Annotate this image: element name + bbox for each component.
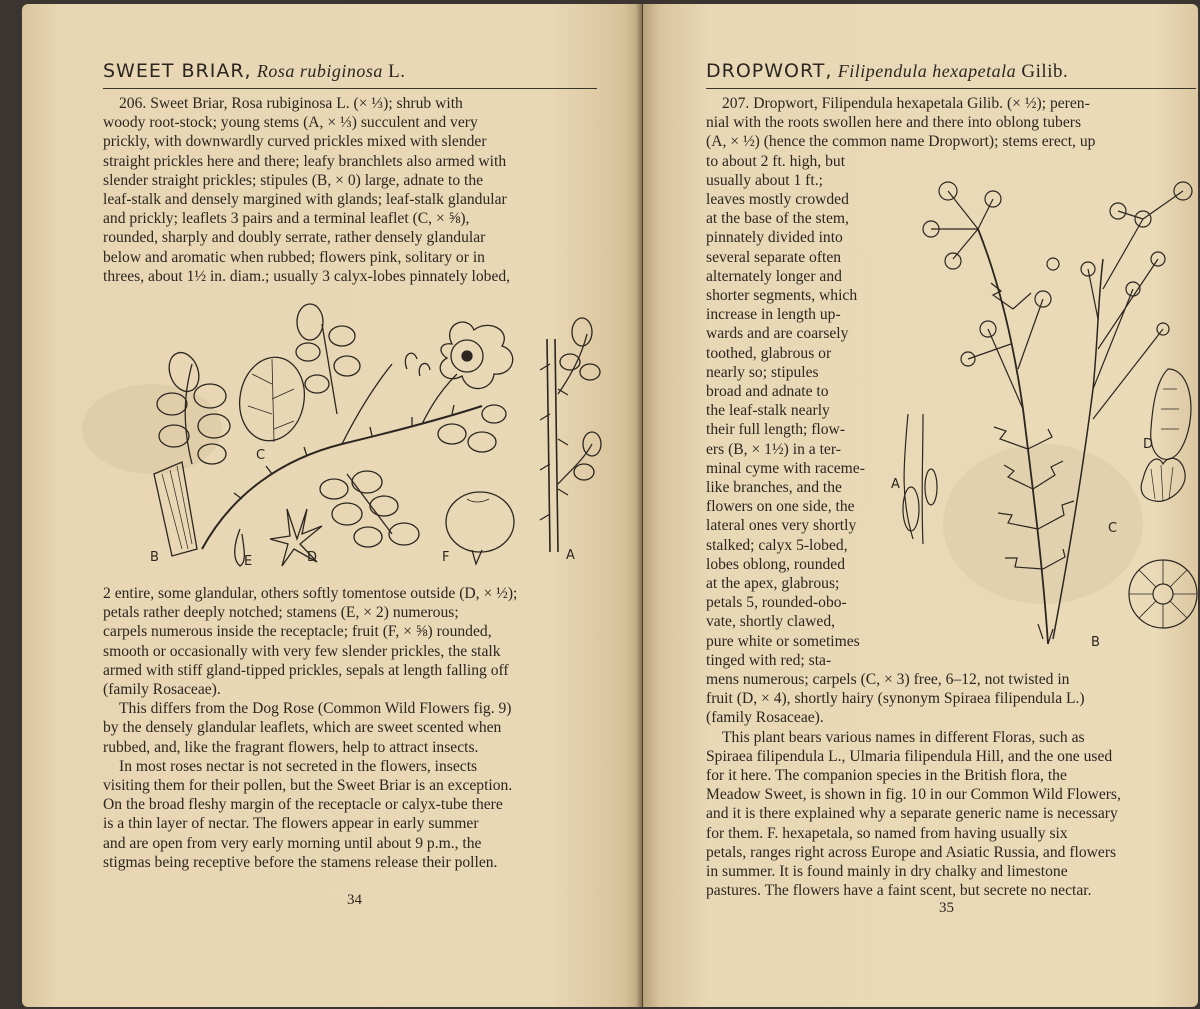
text-line: rounded, sharply and doubly serrate, rather densely glandular xyxy=(103,229,486,247)
text-line: usually about 1 ft.; xyxy=(706,171,823,189)
header-common-name: DROPWORT, xyxy=(706,60,833,82)
header-latin-name: Rosa rubiginosa xyxy=(256,61,383,81)
text-line: 206. Sweet Briar, Rosa rubiginosa L. (× ⅓); shrub with xyxy=(119,95,463,112)
figure-label-d: D xyxy=(1143,437,1154,452)
dropwort-illustration xyxy=(893,169,1198,669)
text-block-top xyxy=(706,94,1196,152)
text-line: below and aromatic when rubbed; flowers pink, solitary or in xyxy=(103,248,485,266)
text-line: to about 2 ft. high, but xyxy=(706,152,846,170)
text-line: In most roses nectar is not secreted in the flowers, insects xyxy=(119,757,478,775)
text-line: threes, about 1½ in. diam.; usually 3 calyx-lobes pinnately lobed, xyxy=(103,267,511,285)
text-line: nial with the roots swollen here and there into oblong tubers xyxy=(706,114,1082,132)
right-page xyxy=(643,4,1198,1007)
text-line: minal cyme with raceme- xyxy=(706,459,865,477)
header-rule xyxy=(706,88,1196,89)
text-line: smooth or occasionally with very few slender prickles, the stalk xyxy=(103,642,501,660)
text-line: lobes oblong, rounded xyxy=(706,555,846,573)
header-authority: L. xyxy=(388,61,406,82)
text-line: increase in length up- xyxy=(706,306,841,324)
text-block-bottom xyxy=(103,584,597,872)
text-line: This plant bears various names in different Floras, such as xyxy=(722,728,1085,746)
text-block-top xyxy=(103,94,597,286)
header-common-name: SWEET BRIAR, xyxy=(103,60,252,82)
text-line: in summer. It is found mainly in dry chalky and limestone xyxy=(706,863,1068,881)
text-line: petals 5, rounded-obo- xyxy=(706,594,847,612)
text-line: rubbed, and, like the fragrant flowers, help to attract insects. xyxy=(103,738,479,756)
figure-label-f: F xyxy=(442,550,450,565)
text-block-narrow xyxy=(706,152,887,670)
figure-label-a: A xyxy=(566,548,575,563)
text-line: pinnately divided into xyxy=(706,229,843,247)
text-line: shorter segments, which xyxy=(706,287,858,305)
running-head-right xyxy=(706,60,1068,83)
text-line: petals, ranges right across Europe and Asiatic Russia, and flowers xyxy=(706,843,1117,861)
text-line: pure white or sometimes xyxy=(706,632,860,650)
text-line: stigmas being receptive before the stamens release their pollen. xyxy=(103,853,498,871)
text-line: alternately longer and xyxy=(706,267,842,285)
text-line: Meadow Sweet, is shown in fig. 10 in our Common Wild Flowers, xyxy=(706,786,1121,804)
text-line: and prickly; leaflets 3 pairs and a terminal leaflet (C, × ⅝), xyxy=(103,210,470,228)
text-line: is a thin layer of nectar. The flowers appear in early summer xyxy=(103,815,479,833)
text-line: ers (B, × 1½) in a ter- xyxy=(706,440,841,458)
text-line: (family Rosaceae). xyxy=(103,681,221,699)
text-line: by the densely glandular leaflets, which are sweet scented when xyxy=(103,719,502,737)
text-line: the leaf-stalk nearly xyxy=(706,402,830,420)
running-head-left xyxy=(103,60,405,83)
text-line: wards and are coarsely xyxy=(706,325,849,343)
text-line: at the apex, glabrous; xyxy=(706,575,840,593)
text-line: (A, × ½) (hence the common name Dropwort); stems erect, up xyxy=(706,133,1096,151)
text-line: like branches, and the xyxy=(706,479,842,497)
text-line: petals rather deeply notched; stamens (E, × 2) numerous; xyxy=(103,604,459,622)
text-line: vate, shortly clawed, xyxy=(706,613,836,631)
text-line: nearly so; stipules xyxy=(706,363,819,381)
text-line: This differs from the Dog Rose (Common Wild Flowers fig. 9) xyxy=(119,700,512,718)
text-line: toothed, glabrous or xyxy=(706,344,832,362)
text-line: woody root-stock; young stems (A, × ⅓) succulent and very xyxy=(103,114,478,132)
text-line: at the base of the stem, xyxy=(706,210,849,228)
figure-label-b: B xyxy=(1091,635,1100,650)
text-line: leaf-stalk and densely margined with glands; leaf-stalk glandular xyxy=(103,191,507,209)
text-line: pastures. The flowers have a faint scent, but secrete no nectar. xyxy=(706,882,1092,900)
figure-label-a: A xyxy=(891,477,900,492)
text-line: and are open from very early morning until about 9 p.m., the xyxy=(103,834,482,852)
text-line: On the broad fleshy margin of the receptacle or calyx-tube there xyxy=(103,796,503,814)
left-page xyxy=(22,4,642,1007)
text-line: and it is there explained why a separate generic name is necessary xyxy=(706,805,1118,823)
text-line: leaves mostly crowded xyxy=(706,191,849,208)
text-line: fruit (D, × 4), shortly hairy (synonym Spiraea filipendula L.) xyxy=(706,690,1085,708)
text-line: broad and adnate to xyxy=(706,383,829,401)
text-line: visiting them for their pollen, but the Sweet Briar is an exception. xyxy=(103,777,513,795)
figure-label-c: C xyxy=(256,448,266,463)
text-line: for it here. The companion species in the British flora, the xyxy=(706,767,1067,785)
text-line: several separate often xyxy=(706,248,842,266)
figure-label-e: E xyxy=(244,554,253,569)
text-line: 207. Dropwort, Filipendula hexapetala Gilib. (× ½); peren- xyxy=(722,95,1090,112)
text-line: straight prickles here and there; leafy branchlets also armed with xyxy=(103,152,507,170)
text-line: stalked; calyx 5-lobed, xyxy=(706,536,848,554)
figure-label-d: D xyxy=(307,550,318,565)
figure-label-b: B xyxy=(150,550,159,565)
header-latin-name: Filipendula hexapetala xyxy=(837,61,1017,81)
text-line: prickly, with downwardly curved prickles mixed with slender xyxy=(103,133,487,151)
text-line: their full length; flow- xyxy=(706,421,846,439)
sweet-briar-illustration xyxy=(122,294,602,579)
page-number-right: 35 xyxy=(939,900,954,916)
text-line: slender straight prickles; stipules (B, × 0) large, adnate to the xyxy=(103,171,484,189)
text-line: mens numerous; carpels (C, × 3) free, 6–12, not twisted in xyxy=(706,671,1070,688)
text-line: carpels numerous inside the receptacle; fruit (F, × ⅝) rounded, xyxy=(103,623,492,641)
text-line: 2 entire, some glandular, others softly tomentose outside (D, × ½); xyxy=(103,585,518,602)
text-line: lateral ones very shortly xyxy=(706,517,857,535)
text-line: flowers on one side, the xyxy=(706,498,855,516)
header-authority: Gilib. xyxy=(1021,61,1069,82)
text-block-bottom xyxy=(706,670,1196,900)
header-rule xyxy=(103,88,597,89)
text-line: for them. F. hexapetala, so named from having usually six xyxy=(706,824,1068,842)
figure-label-c: C xyxy=(1108,521,1118,536)
text-line: (family Rosaceae). xyxy=(706,709,824,727)
text-line: Spiraea filipendula L., Ulmaria filipendula Hill, and the one used xyxy=(706,747,1113,765)
page-number-left: 34 xyxy=(347,892,362,908)
text-line: tinged with red; sta- xyxy=(706,651,832,669)
text-line: armed with stiff gland-tipped prickles, sepals at length falling off xyxy=(103,661,509,679)
